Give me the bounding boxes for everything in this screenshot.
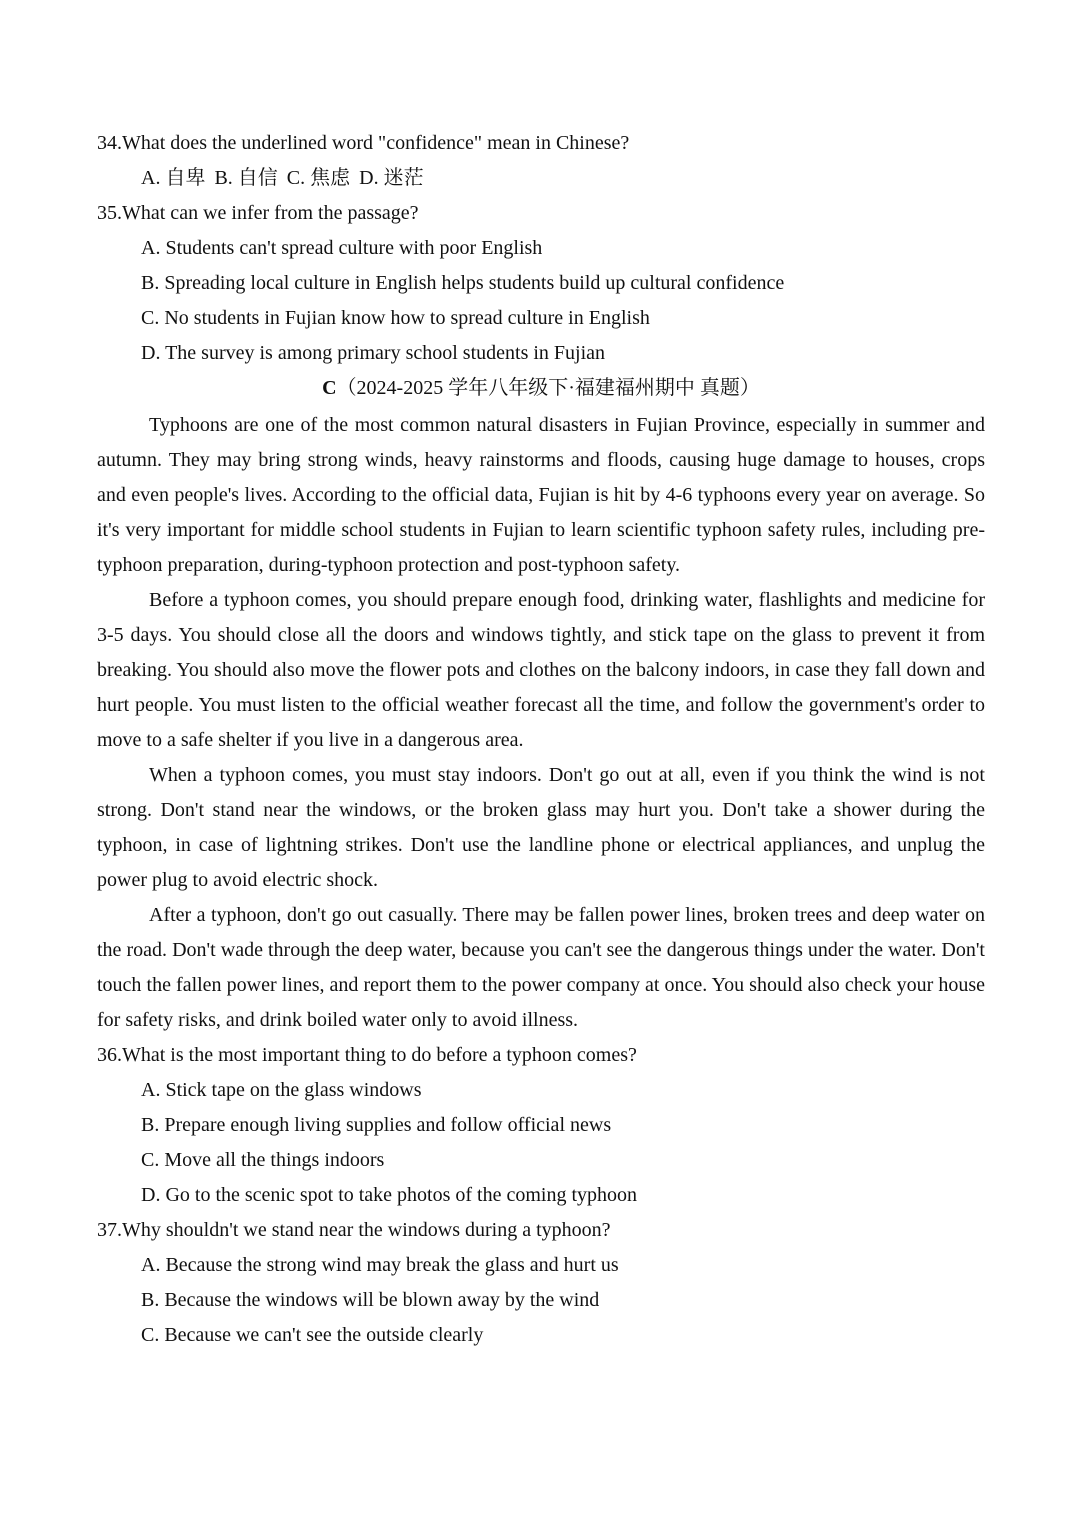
question-stem: 35.What can we infer from the passage? — [97, 202, 419, 224]
question-36 — [97, 1038, 985, 1213]
option-c: C. Because we can't see the outside clearly — [141, 1324, 484, 1346]
option-a: A. Students can't spread culture with poor English — [141, 237, 543, 259]
passage-paragraph: When a typhoon comes, you must stay indoors. Don't go out at all, even if you think the wind is not strong. Don't stand near the windows, or the broken glass may hurt you. Don't take a shower during the typhoon, in case of lightning strikes. Don't use the landline phone or electrical appliances, and unplug the power plug to avoid electric shock. — [97, 764, 985, 891]
option-d: D. Go to the scenic spot to take photos of the coming typhoon — [141, 1184, 638, 1206]
question-stem: 34.What does the underlined word "confidence" mean in Chinese? — [97, 132, 630, 154]
option-d: D. The survey is among primary school students in Fujian — [141, 342, 606, 364]
option-a: A. Because the strong wind may break the glass and hurt us — [141, 1254, 619, 1276]
option-b: B. Because the windows will be blown away by the wind — [141, 1289, 600, 1311]
section-heading — [97, 371, 985, 406]
option-list — [141, 161, 985, 196]
option-c: C. 焦虑 — [286, 167, 351, 189]
question-stem: 36.What is the most important thing to do before a typhoon comes? — [97, 1044, 637, 1066]
question-34 — [97, 126, 985, 196]
passage-paragraph: Typhoons are one of the most common natural disasters in Fujian Province, especially in summer and autumn. They may bring strong winds, heavy rainstorms and floods, causing huge damage to houses, crops and even people's lives. According to the official data, Fujian is hit by 4-6 typhoons every year on average. So it's very important for middle school students in Fujian to learn scientific typhoon safety rules, including pre-typhoon preparation, during-typhoon protection and post-typhoon safety. — [97, 414, 985, 576]
option-b: B. Spreading local culture in English helps students build up cultural confidence — [141, 272, 785, 294]
option-a: A. 自卑 — [141, 167, 206, 189]
section-source: （2024-2025 学年八年级下·福建福州期中 真题） — [336, 377, 760, 399]
option-c: C. No students in Fujian know how to spread culture in English — [141, 307, 650, 329]
section-letter: C — [322, 377, 337, 399]
passage-paragraph: After a typhoon, don't go out casually. There may be fallen power lines, broken trees and deep water on the road. Don't wade through the deep water, because you can't see the dangerous things under the water. Don't touch the fallen power lines, and report them to the power company at once. You should also check your house for safety risks, and drink boiled water only to avoid illness. — [97, 904, 985, 1031]
reading-passage — [97, 408, 985, 1038]
question-37 — [97, 1213, 985, 1353]
option-a: A. Stick tape on the glass windows — [141, 1079, 422, 1101]
passage-paragraph: Before a typhoon comes, you should prepare enough food, drinking water, flashlights and medicine for 3-5 days. You should close all the doors and windows tightly, and stick tape on the glass to prevent it from breaking. You should also move the flower pots and clothes on the balcony indoors, in case they fall down and hurt people. You must listen to the official weather forecast all the time, and follow the government's order to move to a safe shelter if you live in a dangerous area. — [97, 589, 985, 751]
question-stem: 37.Why shouldn't we stand near the windows during a typhoon? — [97, 1219, 611, 1241]
option-b: B. 自信 — [214, 167, 278, 189]
question-35 — [97, 196, 985, 371]
option-d: D. 迷茫 — [359, 167, 424, 189]
exam-page — [97, 126, 985, 1353]
option-c: C. Move all the things indoors — [141, 1149, 385, 1171]
option-b: B. Prepare enough living supplies and follow official news — [141, 1114, 612, 1136]
